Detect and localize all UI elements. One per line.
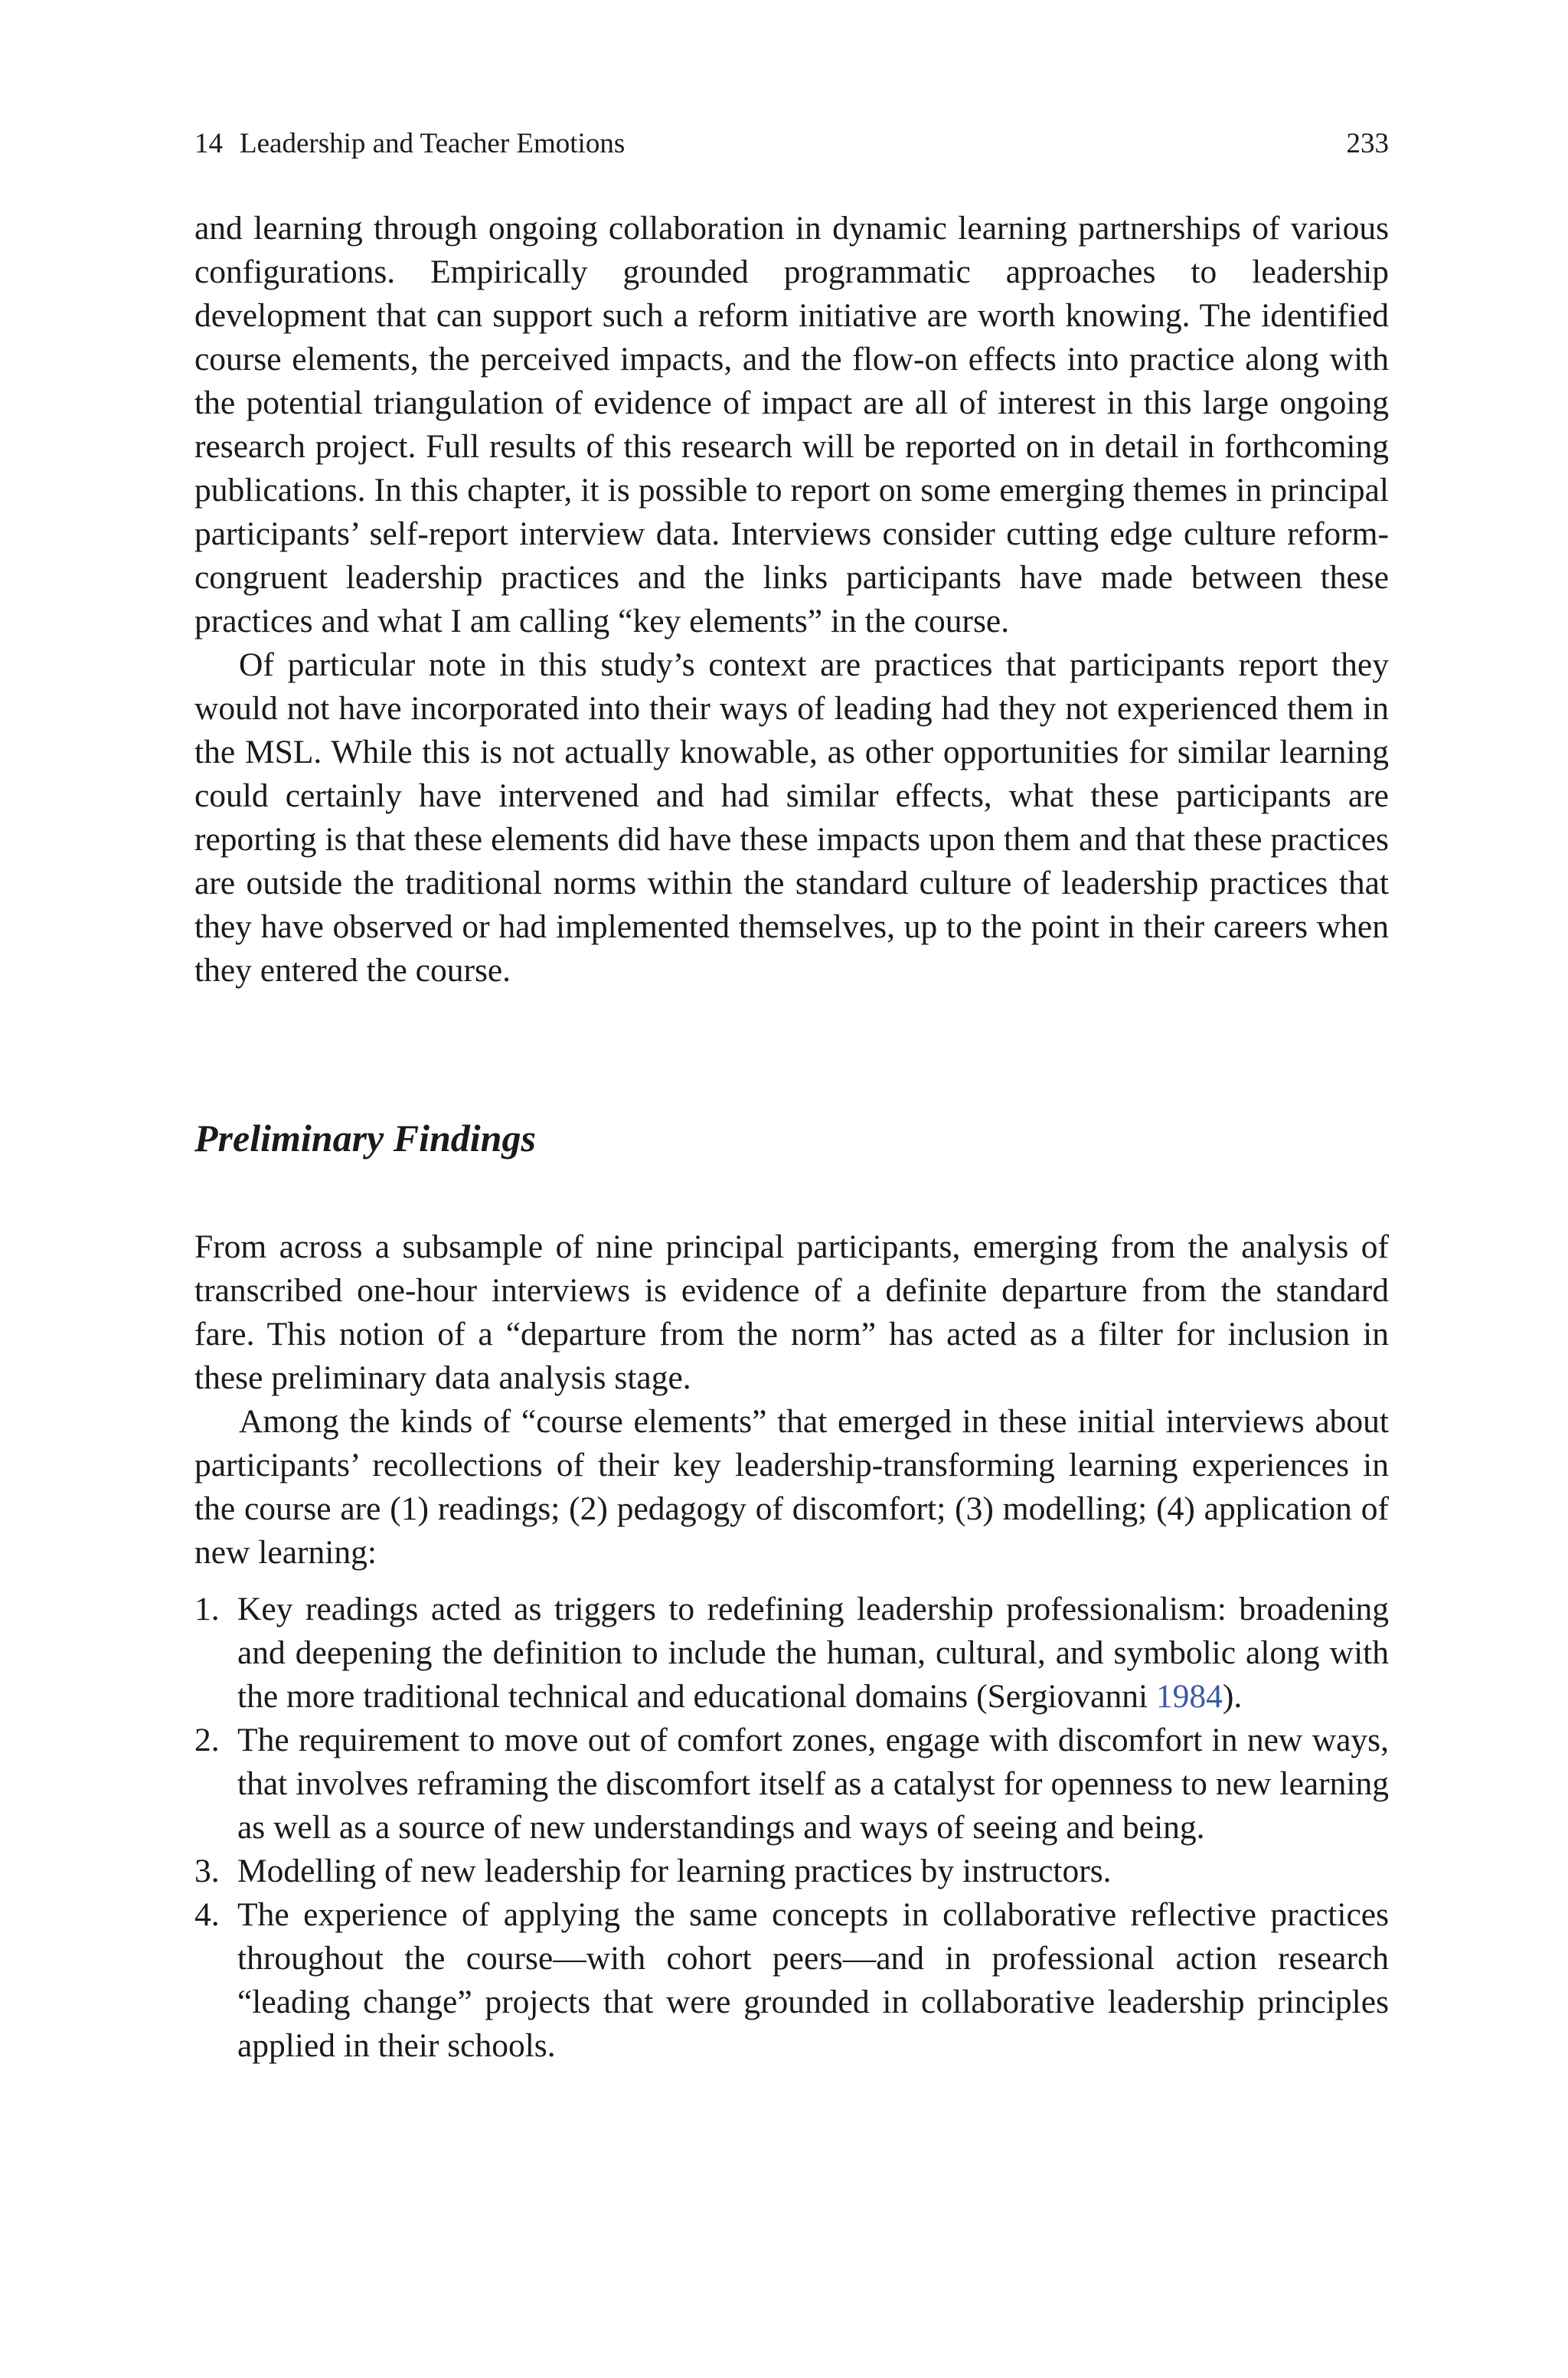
list-item (194, 1850, 1389, 1893)
list-item-text: Key readings acted as triggers to redefining leadership professionalism: broadening and deepening the definition to include the human, cultural, and symbolic along with the more traditional technical and educational domains (Sergiovanni (237, 1591, 1389, 1715)
list-number: 3. (194, 1853, 220, 1889)
running-head-left (194, 127, 625, 161)
citation-link[interactable]: 1984 (1155, 1678, 1223, 1715)
paragraph-continued: and learning through ongoing collaboration in dynamic learning partnerships of various configurations. Empirically grounded programmatic approaches to leadership development that can support such a reform initiative are worth knowing. The identified course elements, the perceived impacts, and the flow-on effects into practice along with the potential triangulation of evidence of impact are all of interest in this large ongoing research project. Full results of this research will be reported on in detail in forthcoming publications. In this chapter, it is possible to report on some emerging themes in principal participants’ self-report interview data. Interviews consider cutting edge culture reform-congruent leadership practices and the links participants have made between these practices and what I am calling “key elements” in the course. (194, 210, 1389, 639)
body-text-before-section (194, 207, 1389, 993)
page-number: 233 (1346, 128, 1389, 159)
paragraph: Among the kinds of “course elements” that emerged in these initial interviews about participants’ recollections of their key leadership-transforming learning experiences in the course are (1) readings; (2) pedagogy of discomfort; (3) modelling; (4) application of new learning: (194, 1403, 1389, 1571)
list-item-text: The experience of applying the same concepts in collaborative reflective practices throughout the course—with cohort peers—and in professional action research “leading change” projects that were grounded in collaborative leadership principles applied in their schools. (237, 1896, 1389, 2064)
list-item (194, 1588, 1389, 1719)
list-item (194, 1719, 1389, 1850)
paragraph: From across a subsample of nine principal participants, emerging from the analysis of transcribed one-hour interviews is evidence of a definite departure from the standard fare. This notion of a “departure from the norm” has acted as a filter for inclusion in these preliminary data analysis stage. (194, 1228, 1389, 1396)
list-item-text: The requirement to move out of comfort zones, engage with discomfort in new ways, that involves reframing the discomfort itself as a catalyst for openness to new learning as well as a source of new understandings and ways of seeing and being. (237, 1722, 1389, 1846)
list-item-text-suffix: ). (1222, 1678, 1243, 1715)
chapter-title: Leadership and Teacher Emotions (240, 128, 626, 159)
list-item-text: Modelling of new leadership for learning practices by instructors. (237, 1853, 1112, 1889)
course-elements-list (194, 1588, 1389, 2068)
chapter-number: 14 (194, 128, 223, 159)
list-number: 1. (194, 1591, 220, 1627)
book-page (194, 0, 1389, 2378)
section-body-text (194, 1225, 1389, 1575)
list-item (194, 1893, 1389, 2068)
list-number: 4. (194, 1896, 220, 1933)
paragraph: Of particular note in this study’s context are practices that participants report they would not have incorporated into their ways of leading had they not experienced them in the MSL. While this is not actually knowable, as other opportunities for similar learning could certainly have intervened and had similar effects, what these participants are reporting is that these elements did have these impacts upon them and that these practices are outside the traditional norms within the standard culture of leadership practices that they have observed or had implemented themselves, up to the point in their careers when they entered the course. (194, 646, 1389, 989)
running-head (194, 127, 1389, 161)
section-heading: Preliminary Findings (194, 1117, 536, 1160)
list-number: 2. (194, 1722, 220, 1758)
